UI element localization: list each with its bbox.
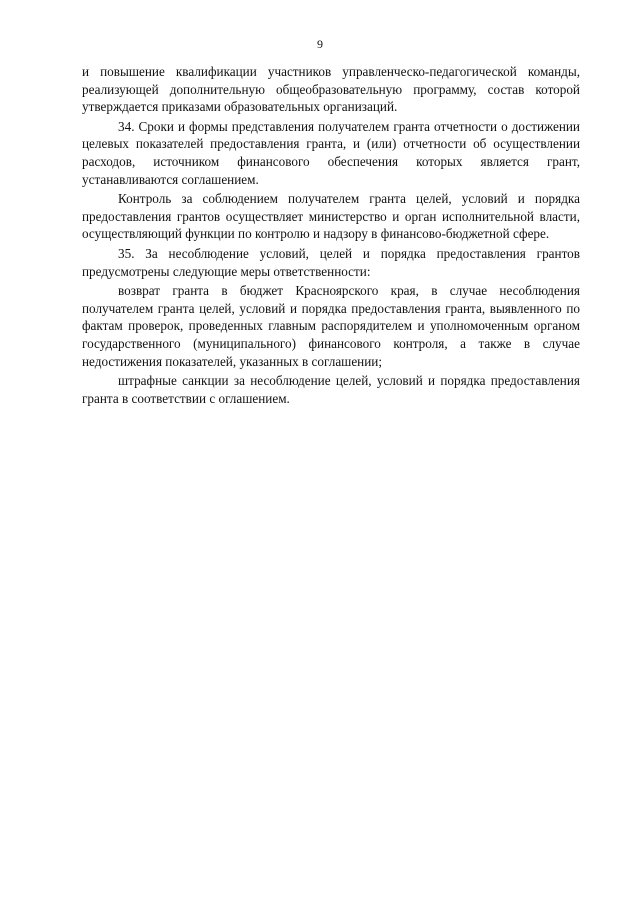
paragraph-grant-return: возврат гранта в бюджет Красноярского края, в случае несоблюдения получателем гранта целей, условий и порядка предоставления гранта, выявленного по фактам проверок, проведенных главным распорядителем и уполномоченным органом государственного (муниципального) финансового контроля, а также в случае недостижения показателей, указанных в соглашении; [82,283,580,369]
page-number: 9 [317,37,323,51]
document-body [82,63,580,407]
paragraph-34: 34. Сроки и формы представления получателем гранта отчетности о достижении целевых показателей предоставления гранта, и (или) отчетности об осуществлении расходов, источником финансового обеспечения которых является грант, устанавливаются соглашением. [82,118,580,187]
paragraph-control: Контроль за соблюдением получателем гранта целей, условий и порядка предоставления грантов осуществляет министерство и орган исполнительной власти, осуществляющий функции по контролю и надзору в финансово-бюджетной сфере. [82,191,580,242]
paragraph-penalties: штрафные санкции за несоблюдение целей, условий и порядка предоставления гранта в соответствии с оглашением. [82,373,580,406]
paragraph-35: 35. За несоблюдение условий, целей и порядка предоставления грантов предусмотрены следующие меры ответственности: [82,245,580,279]
paragraph-continuation: и повышение квалификации участников управленческо-педагогической команды, реализующей дополнительную общеобразовательную программу, состав которой утверждается приказами образовательных организаций. [82,64,580,115]
